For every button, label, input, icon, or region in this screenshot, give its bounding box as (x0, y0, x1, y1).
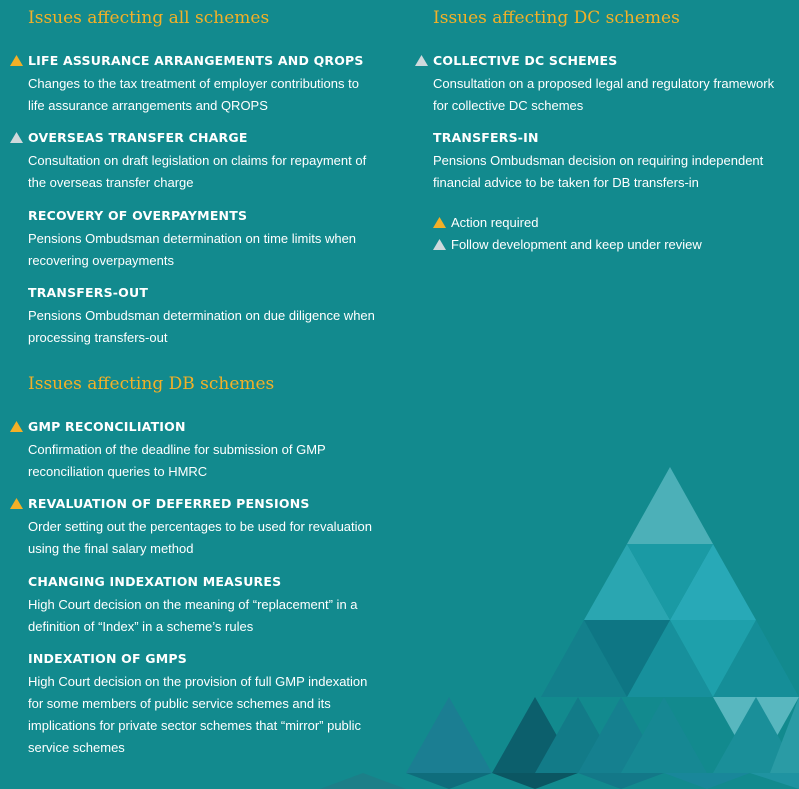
issue-description: Changes to the tax treatment of employer contributions to life assurance arrangements and QROPS (28, 76, 359, 113)
issue-description: Pensions Ombudsman determination on due diligence when processing transfers-out (28, 308, 375, 345)
action-required-triangle-icon (433, 217, 446, 228)
legend-follow-development (433, 234, 753, 256)
issue-description: Consultation on a proposed legal and regulatory framework for collective DC schemes (433, 76, 775, 113)
issue-title: TRANSFERS-IN (433, 130, 539, 145)
section-heading-dc-schemes: Issues affecting DC schemes (433, 8, 680, 28)
issue-title: COLLECTIVE DC SCHEMES (433, 53, 618, 68)
legend-action-required (433, 212, 753, 234)
section-heading-all-schemes: Issues affecting all schemes (28, 8, 270, 28)
issue-description: Consultation on draft legislation on claims for repayment of the overseas transfer charge (28, 153, 367, 190)
action-required-triangle-icon (10, 55, 23, 66)
issue-item-revaluation-deferred-pensions (28, 495, 378, 560)
issue-item-gmp-reconciliation (28, 418, 378, 483)
issue-description: Confirmation of the deadline for submission of GMP reconciliation queries to HMRC (28, 442, 326, 479)
issue-title: TRANSFERS-OUT (28, 285, 149, 300)
action-required-triangle-icon (10, 421, 23, 432)
issue-item-overseas-transfer-charge (28, 129, 378, 194)
legend-label: Follow development and keep under review (451, 237, 702, 252)
issue-item-recovery-of-overpayments (28, 207, 378, 272)
issue-title: GMP RECONCILIATION (28, 419, 186, 434)
issue-item-life-assurance (28, 52, 378, 117)
issue-title: CHANGING INDEXATION MEASURES (28, 574, 282, 589)
issue-description: Order setting out the percentages to be used for revaluation using the final salary method (28, 519, 372, 556)
issue-description: Pensions Ombudsman decision on requiring independent financial advice to be taken for DB transfers-in (433, 153, 764, 190)
issue-item-indexation-of-gmps (28, 650, 378, 759)
follow-development-triangle-icon (415, 55, 428, 66)
issue-item-transfers-out (28, 284, 378, 349)
issue-item-collective-dc-schemes (433, 52, 783, 117)
issue-item-transfers-in (433, 129, 783, 194)
issue-title: OVERSEAS TRANSFER CHARGE (28, 130, 248, 145)
issue-description: High Court decision on the provision of full GMP indexation for some members of public service schemes and its implications for private sector schemes that “mirror” public service schemes (28, 674, 368, 755)
action-required-triangle-icon (10, 498, 23, 509)
follow-development-triangle-icon (433, 239, 446, 250)
issue-item-changing-indexation-measures (28, 573, 378, 638)
issue-title: REVALUATION OF DEFERRED PENSIONS (28, 496, 310, 511)
section-heading-db-schemes: Issues affecting DB schemes (28, 374, 275, 394)
follow-development-triangle-icon (10, 132, 23, 143)
issue-description: Pensions Ombudsman determination on time limits when recovering overpayments (28, 231, 357, 268)
issue-description: High Court decision on the meaning of “replacement” in a definition of “Index” in a scheme’s rules (28, 597, 358, 634)
issue-title: LIFE ASSURANCE ARRANGEMENTS AND QROPS (28, 53, 364, 68)
issue-title: INDEXATION OF GMPS (28, 651, 187, 666)
issue-title: RECOVERY OF OVERPAYMENTS (28, 208, 248, 223)
legend-label: Action required (451, 215, 539, 230)
